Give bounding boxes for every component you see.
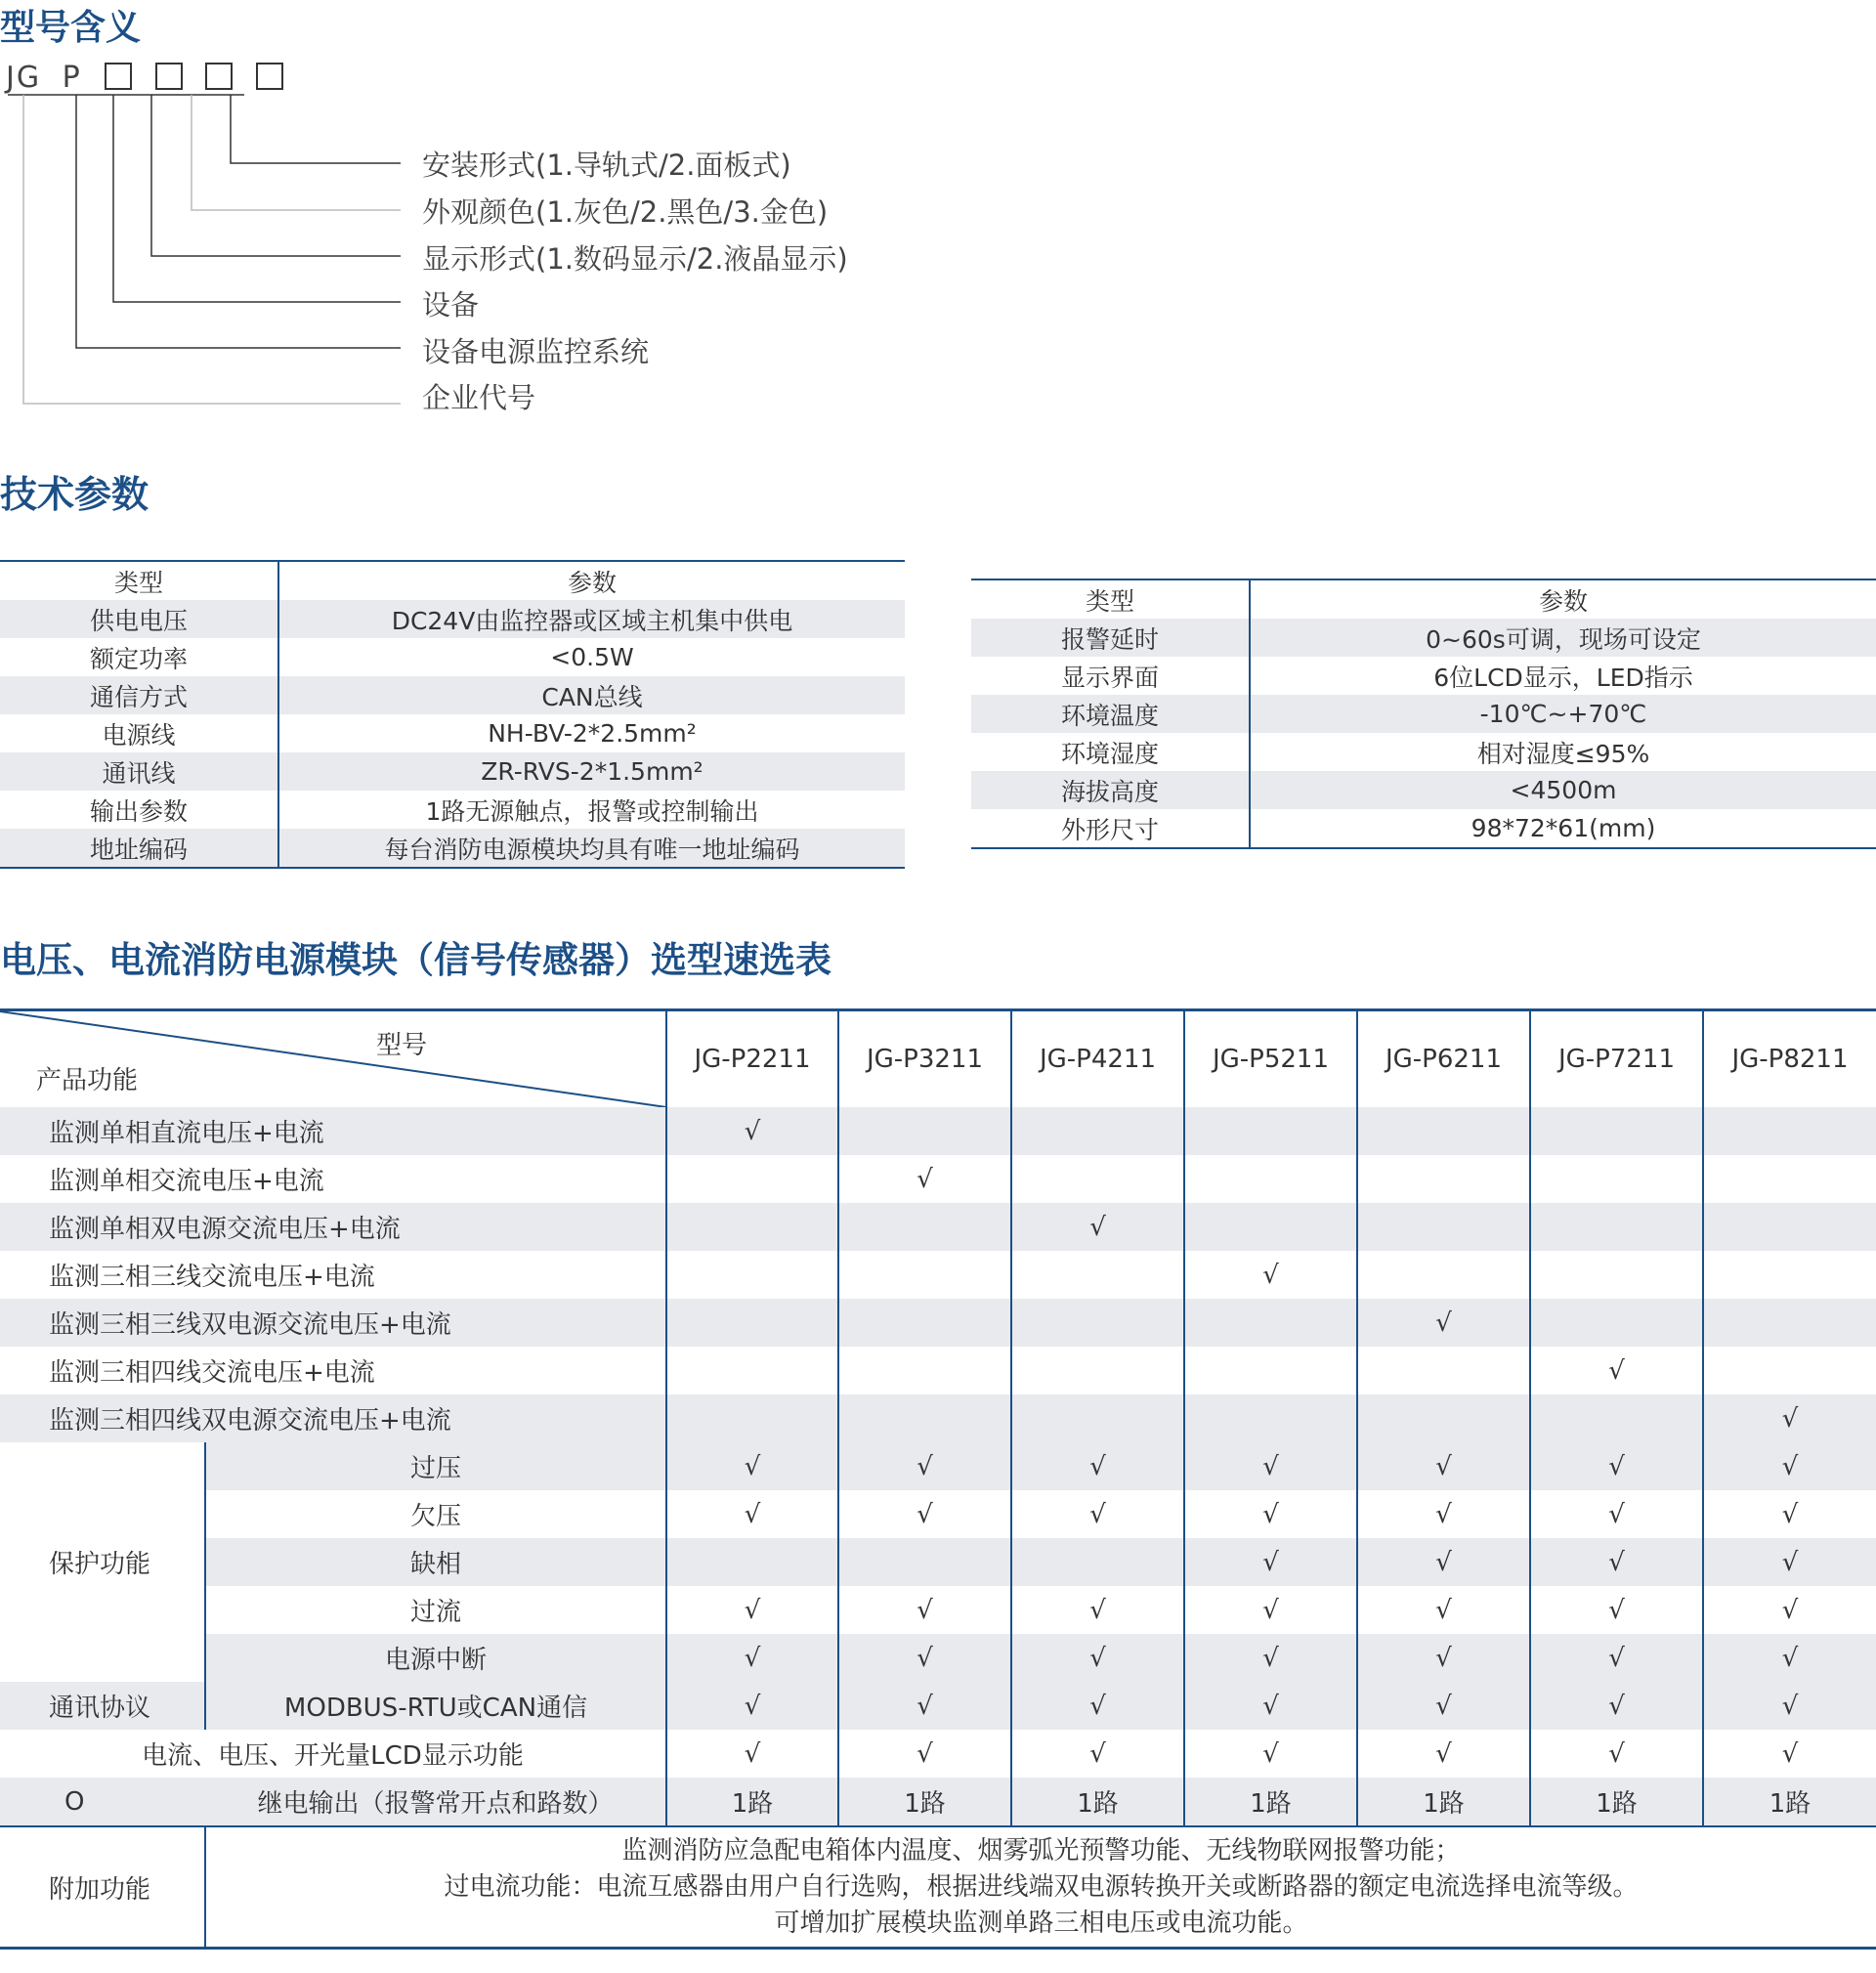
table-row bbox=[0, 1251, 1876, 1299]
check-mark: √ bbox=[1184, 1251, 1357, 1299]
spec-right-h1: 类型 bbox=[971, 579, 1250, 619]
table-row bbox=[0, 1394, 1876, 1442]
check-mark: √ bbox=[1357, 1538, 1530, 1586]
check-mark bbox=[1011, 1538, 1184, 1586]
check-mark: √ bbox=[838, 1442, 1011, 1490]
spec-row bbox=[0, 600, 905, 638]
model-header-JG-P5211: JG-P5211 bbox=[1184, 1010, 1357, 1108]
model-code-connector-lines bbox=[0, 93, 410, 406]
check-mark: √ bbox=[666, 1682, 838, 1730]
check-mark: √ bbox=[1530, 1490, 1703, 1538]
code-box-3 bbox=[205, 63, 233, 90]
spec-type: 电源线 bbox=[0, 714, 278, 752]
legend-company: 企业代号 bbox=[422, 381, 536, 414]
model-meaning-title: 型号含义 bbox=[0, 8, 142, 48]
check-mark: √ bbox=[1357, 1634, 1530, 1682]
check-mark: √ bbox=[1703, 1538, 1876, 1586]
leader-device bbox=[113, 95, 401, 302]
relay-label: O bbox=[0, 1778, 205, 1826]
check-mark bbox=[1184, 1155, 1357, 1203]
table-row bbox=[0, 1826, 1876, 1949]
check-mark: √ bbox=[666, 1634, 838, 1682]
check-mark: √ bbox=[1703, 1634, 1876, 1682]
check-mark bbox=[666, 1251, 838, 1299]
check-mark: √ bbox=[1703, 1394, 1876, 1442]
spec-type: 额定功率 bbox=[0, 638, 278, 676]
leader-display bbox=[151, 95, 401, 256]
comm-label: 通讯协议 bbox=[0, 1682, 205, 1730]
function-label: 监测单相交流电压+电流 bbox=[49, 1167, 324, 1196]
check-mark: √ bbox=[1184, 1586, 1357, 1634]
check-mark bbox=[1184, 1299, 1357, 1347]
check-mark: √ bbox=[1703, 1730, 1876, 1778]
spec-value: ZR-RVS-2*1.5mm² bbox=[278, 752, 905, 791]
check-mark: √ bbox=[1530, 1442, 1703, 1490]
spec-row bbox=[971, 733, 1876, 771]
check-mark bbox=[1184, 1203, 1357, 1251]
check-mark: √ bbox=[1703, 1586, 1876, 1634]
check-mark: √ bbox=[1184, 1634, 1357, 1682]
function-label: 监测单相直流电压+电流 bbox=[0, 1107, 666, 1155]
table-row bbox=[0, 1107, 1876, 1155]
check-mark: √ bbox=[1357, 1490, 1530, 1538]
legend-install: 安装形式(1.导轨式/2.面板式) bbox=[422, 149, 791, 182]
spec-value: 0~60s可调，现场可设定 bbox=[1250, 619, 1876, 657]
code-box-1 bbox=[105, 63, 132, 90]
check-mark: √ bbox=[838, 1490, 1011, 1538]
code-box-4 bbox=[256, 63, 283, 90]
spec-left-h1: 类型 bbox=[0, 561, 278, 600]
relay-value: 1路 bbox=[1184, 1778, 1357, 1826]
table-row bbox=[0, 1634, 1876, 1682]
check-mark bbox=[1530, 1394, 1703, 1442]
check-mark bbox=[1357, 1251, 1530, 1299]
check-mark: √ bbox=[1703, 1442, 1876, 1490]
spec-right-h2: 参数 bbox=[1250, 579, 1876, 619]
check-mark: √ bbox=[1011, 1203, 1184, 1251]
table-row bbox=[0, 1586, 1876, 1634]
model-code bbox=[6, 61, 283, 95]
spec-value: 1路无源触点，报警或控制输出 bbox=[425, 796, 759, 826]
spec-row bbox=[0, 714, 905, 752]
check-mark bbox=[666, 1155, 838, 1203]
spec-row bbox=[0, 829, 905, 868]
check-mark bbox=[1703, 1251, 1876, 1299]
check-mark: √ bbox=[1011, 1586, 1184, 1634]
spec-type: 供电电压 bbox=[0, 600, 278, 638]
spec-value: -10℃~+70℃ bbox=[1250, 695, 1876, 733]
spec-row bbox=[0, 676, 905, 714]
check-mark: √ bbox=[1703, 1682, 1876, 1730]
check-mark bbox=[1184, 1394, 1357, 1442]
relay-value: 1路 bbox=[1530, 1778, 1703, 1826]
check-mark: √ bbox=[838, 1634, 1011, 1682]
check-mark bbox=[1357, 1107, 1530, 1155]
check-mark bbox=[838, 1107, 1011, 1155]
check-mark: √ bbox=[1184, 1538, 1357, 1586]
leader-company bbox=[23, 95, 401, 404]
spec-row bbox=[0, 791, 905, 829]
extra-description bbox=[205, 1826, 1876, 1949]
spec-value: 每台消防电源模块均具有唯一地址编码 bbox=[278, 829, 905, 868]
check-mark: √ bbox=[1184, 1442, 1357, 1490]
table-row bbox=[0, 1490, 1876, 1538]
leader-color bbox=[192, 95, 401, 210]
legend-device: 设备 bbox=[422, 288, 480, 322]
table-row bbox=[0, 1347, 1876, 1394]
check-mark bbox=[838, 1347, 1011, 1394]
spec-type: 通信方式 bbox=[0, 676, 278, 714]
protect-item: 过流 bbox=[409, 1598, 461, 1627]
check-mark bbox=[1357, 1155, 1530, 1203]
check-mark bbox=[1184, 1347, 1357, 1394]
code-prefix: JG bbox=[6, 61, 42, 95]
relay-value: 1路 bbox=[1011, 1778, 1184, 1826]
spec-row bbox=[971, 619, 1876, 657]
spec-row bbox=[971, 657, 1876, 695]
model-header-JG-P2211: JG-P2211 bbox=[666, 1010, 838, 1108]
check-mark: √ bbox=[666, 1107, 838, 1155]
check-mark bbox=[838, 1251, 1011, 1299]
check-mark bbox=[1530, 1107, 1703, 1155]
spec-table-left bbox=[0, 560, 905, 869]
check-mark: √ bbox=[1011, 1682, 1184, 1730]
protect-item: 欠压 bbox=[409, 1502, 461, 1531]
function-label: 监测三相三线交流电压+电流 bbox=[49, 1263, 375, 1292]
check-mark bbox=[1530, 1251, 1703, 1299]
check-mark: √ bbox=[1184, 1682, 1357, 1730]
selection-table-title: 电压、电流消防电源模块（信号传感器）选型速选表 bbox=[0, 939, 831, 981]
check-mark: √ bbox=[1530, 1634, 1703, 1682]
spec-type: 环境温度 bbox=[971, 695, 1250, 733]
model-header-JG-P6211: JG-P6211 bbox=[1357, 1010, 1530, 1108]
check-mark: √ bbox=[666, 1730, 838, 1778]
table-row bbox=[0, 1538, 1876, 1586]
extra-line: 过电流功能：电流互感器由用户自行选购，根据进线端双电源转换开关或断路器的额定电流选择电流等级。 bbox=[444, 1871, 1639, 1902]
check-mark: √ bbox=[1011, 1730, 1184, 1778]
spec-row bbox=[971, 695, 1876, 733]
legend-system: 设备电源监控系统 bbox=[422, 335, 650, 368]
selection-header-row bbox=[0, 1010, 1876, 1108]
code-p: P bbox=[62, 61, 82, 95]
function-label: 监测单相双电源交流电压+电流 bbox=[0, 1203, 666, 1251]
check-mark: √ bbox=[1530, 1586, 1703, 1634]
check-mark bbox=[1530, 1155, 1703, 1203]
check-mark: √ bbox=[1703, 1490, 1876, 1538]
table-row bbox=[0, 1155, 1876, 1203]
code-box-2 bbox=[155, 63, 183, 90]
spec-value: 98*72*61(mm) bbox=[1250, 809, 1876, 848]
relay-value: 1路 bbox=[1357, 1778, 1530, 1826]
check-mark bbox=[1011, 1394, 1184, 1442]
protect-item: 过压 bbox=[205, 1442, 666, 1490]
spec-value: 6位LCD显示，LED指示 bbox=[1433, 663, 1693, 692]
corner-function-label: 产品功能 bbox=[36, 1066, 139, 1095]
check-mark: √ bbox=[666, 1586, 838, 1634]
relay-value: 1路 bbox=[666, 1778, 838, 1826]
check-mark: √ bbox=[1530, 1347, 1703, 1394]
check-mark: √ bbox=[1357, 1730, 1530, 1778]
check-mark: √ bbox=[1011, 1490, 1184, 1538]
check-mark bbox=[1011, 1347, 1184, 1394]
table-row bbox=[0, 1778, 1876, 1826]
check-mark: √ bbox=[838, 1586, 1011, 1634]
check-mark bbox=[1357, 1394, 1530, 1442]
check-mark: √ bbox=[1357, 1586, 1530, 1634]
spec-row bbox=[0, 752, 905, 791]
table-row bbox=[0, 1442, 1876, 1490]
relay-value: 1路 bbox=[1703, 1778, 1876, 1826]
spec-row bbox=[971, 771, 1876, 809]
spec-row bbox=[0, 638, 905, 676]
check-mark bbox=[838, 1394, 1011, 1442]
check-mark bbox=[838, 1538, 1011, 1586]
spec-type: 海拔高度 bbox=[971, 771, 1250, 809]
check-mark bbox=[1703, 1155, 1876, 1203]
spec-table-right bbox=[971, 579, 1876, 849]
table-row bbox=[0, 1203, 1876, 1251]
spec-value: CAN总线 bbox=[278, 676, 905, 714]
spec-type: 地址编码 bbox=[0, 829, 278, 868]
comm-value: MODBUS-RTU或CAN通信 bbox=[205, 1682, 666, 1730]
corner-model-label: 型号 bbox=[376, 1031, 428, 1060]
spec-value: <0.5W bbox=[550, 643, 634, 671]
check-mark bbox=[1703, 1203, 1876, 1251]
check-mark: √ bbox=[666, 1490, 838, 1538]
check-mark bbox=[666, 1538, 838, 1586]
protect-group-label: 保护功能 bbox=[0, 1442, 205, 1682]
check-mark bbox=[1011, 1251, 1184, 1299]
check-mark: √ bbox=[838, 1730, 1011, 1778]
table-row bbox=[0, 1682, 1876, 1730]
model-header-JG-P8211: JG-P8211 bbox=[1703, 1010, 1876, 1108]
check-mark bbox=[838, 1203, 1011, 1251]
leader-system bbox=[76, 95, 401, 348]
spec-type: 通讯线 bbox=[0, 752, 278, 791]
corner-cell bbox=[0, 1010, 666, 1108]
check-mark bbox=[1011, 1299, 1184, 1347]
relay-function: 继电输出（报警常开点和路数） bbox=[205, 1778, 666, 1826]
check-mark: √ bbox=[1184, 1490, 1357, 1538]
function-label: 监测三相四线交流电压+电流 bbox=[49, 1358, 375, 1388]
check-mark bbox=[1703, 1347, 1876, 1394]
check-mark bbox=[666, 1203, 838, 1251]
function-label: 监测三相四线双电源交流电压+电流 bbox=[0, 1394, 666, 1442]
check-mark bbox=[1011, 1107, 1184, 1155]
check-mark: √ bbox=[1357, 1299, 1530, 1347]
table-row bbox=[0, 1730, 1876, 1778]
check-mark bbox=[1184, 1107, 1357, 1155]
extra-line: 监测消防应急配电箱体内温度、烟雾弧光预警功能、无线物联网报警功能； bbox=[621, 1835, 1461, 1866]
function-label: 监测三相三线双电源交流电压+电流 bbox=[0, 1299, 666, 1347]
legend-display: 显示形式(1.数码显示/2.液晶显示) bbox=[422, 242, 848, 276]
check-mark: √ bbox=[838, 1155, 1011, 1203]
spec-value: NH-BV-2*2.5mm² bbox=[488, 719, 697, 748]
spec-type: 环境湿度 bbox=[971, 733, 1250, 771]
model-header-JG-P7211: JG-P7211 bbox=[1530, 1010, 1703, 1108]
check-mark bbox=[666, 1347, 838, 1394]
extra-label: 附加功能 bbox=[0, 1826, 205, 1949]
protect-item: 缺相 bbox=[205, 1538, 666, 1586]
check-mark bbox=[1703, 1107, 1876, 1155]
leader-install bbox=[231, 95, 401, 163]
check-mark bbox=[1530, 1203, 1703, 1251]
check-mark bbox=[1530, 1299, 1703, 1347]
protect-item: 电源中断 bbox=[205, 1634, 666, 1682]
spec-row bbox=[971, 809, 1876, 848]
legend-color: 外观颜色(1.灰色/2.黑色/3.金色) bbox=[422, 195, 829, 229]
relay-value: 1路 bbox=[838, 1778, 1011, 1826]
extra-line: 可增加扩展模块监测单路三相电压或电流功能。 bbox=[774, 1908, 1308, 1938]
table-row bbox=[0, 1299, 1876, 1347]
spec-value: <4500m bbox=[1250, 771, 1876, 809]
check-mark bbox=[1357, 1347, 1530, 1394]
spec-type: 显示界面 bbox=[971, 657, 1250, 695]
check-mark: √ bbox=[1357, 1682, 1530, 1730]
spec-type: 外形尺寸 bbox=[971, 809, 1250, 848]
check-mark: √ bbox=[1184, 1730, 1357, 1778]
check-mark: √ bbox=[1011, 1634, 1184, 1682]
check-mark: √ bbox=[1011, 1442, 1184, 1490]
selection-table bbox=[0, 1008, 1876, 1950]
check-mark bbox=[838, 1299, 1011, 1347]
lcd-function: 电流、电压、开光量LCD显示功能 bbox=[142, 1741, 524, 1771]
model-header-JG-P3211: JG-P3211 bbox=[838, 1010, 1011, 1108]
check-mark: √ bbox=[838, 1682, 1011, 1730]
check-mark: √ bbox=[1530, 1538, 1703, 1586]
check-mark: √ bbox=[666, 1442, 838, 1490]
check-mark bbox=[1357, 1203, 1530, 1251]
spec-left-h2: 参数 bbox=[278, 561, 905, 600]
model-header-JG-P4211: JG-P4211 bbox=[1011, 1010, 1184, 1108]
spec-value: 相对湿度≤95% bbox=[1476, 739, 1650, 768]
check-mark bbox=[666, 1394, 838, 1442]
check-mark: √ bbox=[1357, 1442, 1530, 1490]
check-mark bbox=[1703, 1299, 1876, 1347]
check-mark bbox=[1011, 1155, 1184, 1203]
check-mark: √ bbox=[1530, 1730, 1703, 1778]
spec-value: DC24V由监控器或区域主机集中供电 bbox=[278, 600, 905, 638]
spec-type: 报警延时 bbox=[971, 619, 1250, 657]
tech-params-title: 技术参数 bbox=[0, 473, 149, 516]
check-mark bbox=[666, 1299, 838, 1347]
spec-type: 输出参数 bbox=[0, 791, 278, 829]
check-mark: √ bbox=[1530, 1682, 1703, 1730]
